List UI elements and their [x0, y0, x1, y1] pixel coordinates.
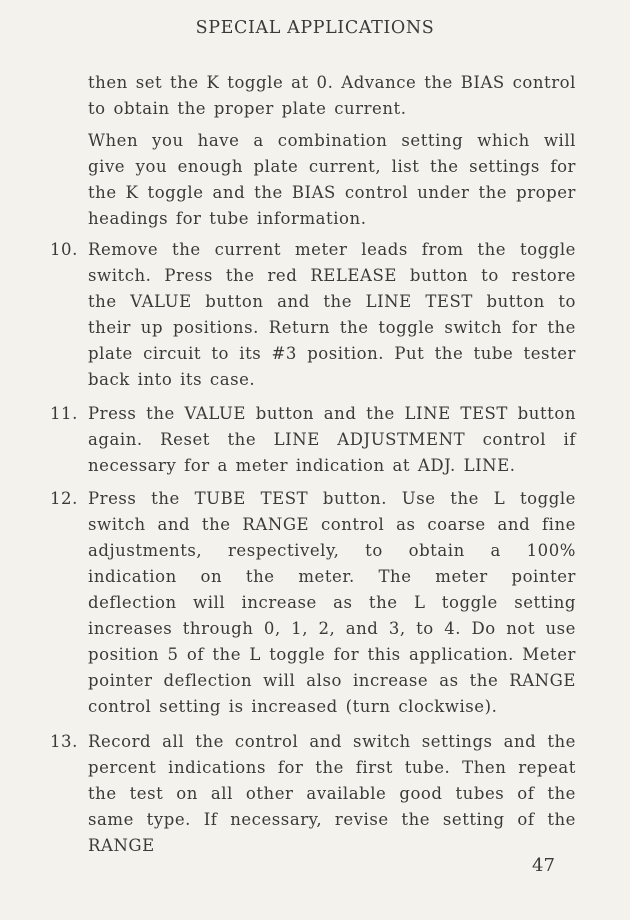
step-13	[50, 729, 580, 859]
step-text: Press the TUBE TEST button. Use the L toggle switch and the RANGE control as coarse and fine adjustments, respectively, to obtain a 100% indication on the meter. The meter pointer deflection will increase as the L toggle setting increases through 0, 1, 2, and 3, to 4. Do not use position 5 of the L toggle for this application. Meter pointer deflection will also increase as the RANGE control setting is increased (turn clockwise).	[88, 489, 576, 716]
step-10	[50, 237, 580, 393]
step-number: 10.	[50, 240, 78, 259]
page-number: 47	[532, 855, 555, 876]
step-text: Record all the control and switch settings and the percent indications for the first tube. Then repeat the test on all other available good tubes of the same type. If necessary, revise the setting of the RANGE	[88, 732, 576, 855]
step-number: 12.	[50, 489, 78, 508]
running-head: SPECIAL APPLICATIONS	[195, 18, 435, 38]
step-number: 11.	[50, 404, 78, 423]
step-12	[50, 486, 580, 720]
paragraph-settings-note: When you have a combination setting which will give you enough plate current, list the settings for the K toggle and the BIAS control under the proper headings for tube information.	[88, 131, 576, 228]
step-text: Press the VALUE button and the LINE TEST button again. Reset the LINE ADJUSTMENT control if necessary for a meter indication at ADJ. LINE.	[88, 404, 576, 475]
paragraph-continuation: then set the K toggle at 0. Advance the BIAS control to obtain the proper plate current.	[88, 73, 576, 118]
step-number: 13.	[50, 732, 78, 751]
step-11	[50, 401, 580, 479]
step-text: Remove the current meter leads from the toggle switch. Press the red RELEASE button to restore the VALUE button and the LINE TEST button to their up positions. Return the toggle switch for the plate circuit to its #3 position. Put the tube tester back into its case.	[88, 240, 576, 389]
